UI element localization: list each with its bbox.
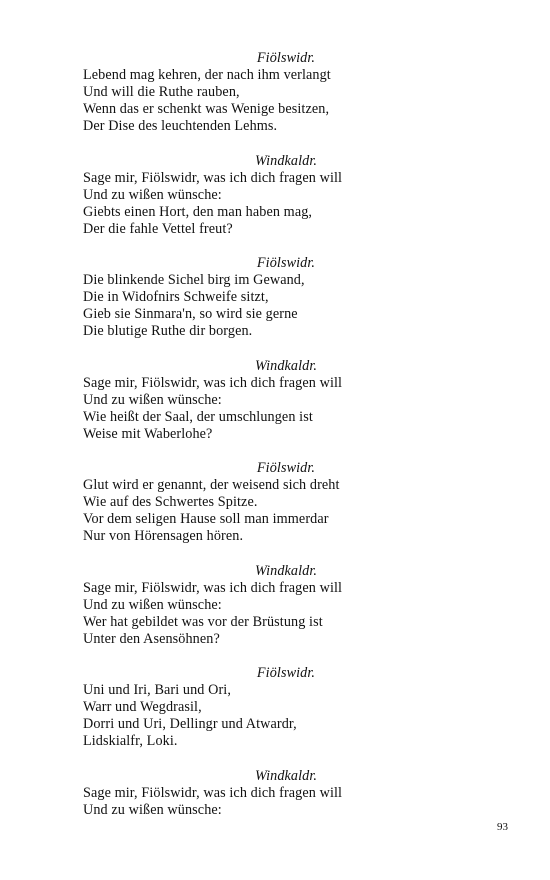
poem-body xyxy=(83,50,463,836)
verse-line: Der die fahle Vettel freut? xyxy=(83,220,233,237)
verse-line: Weise mit Waberlohe? xyxy=(83,425,213,442)
verse-line: Vor dem seligen Hause soll man immerdar xyxy=(83,511,329,527)
verse-line: Die blinkende Sichel birg im Gewand, xyxy=(83,272,305,288)
verse-line: Unter den Asensöhnen? xyxy=(83,630,220,647)
verse-line: Warr und Wegdrasil, xyxy=(83,699,202,715)
speaker-name: Windkaldr. xyxy=(254,152,318,169)
verse-line: Giebts einen Hort, den man haben mag, xyxy=(83,203,313,220)
verse-line: Glut wird er genannt, der weisend sich dreht xyxy=(83,477,340,493)
stanza xyxy=(83,255,463,340)
verse-line: Der Dise des leuchtenden Lehms. xyxy=(83,118,278,134)
verse-line: Und zu wißen wünsche: xyxy=(83,801,222,818)
speaker-name: Fiölswidr. xyxy=(256,50,316,66)
verse-line: Und zu wißen wünsche: xyxy=(83,596,222,613)
verse-line: Die in Widofnirs Schweife sitzt, xyxy=(83,289,269,305)
verse-line: Sage mir, Fiölswidr, was ich dich fragen will xyxy=(83,169,343,186)
page-number: 93 xyxy=(497,821,508,833)
verse-line: Sage mir, Fiölswidr, was ich dich fragen will xyxy=(83,784,343,801)
verse-line: Nur von Hörensagen hören. xyxy=(83,528,244,544)
speaker-name: Windkaldr. xyxy=(254,767,318,784)
verse-line: Und zu wißen wünsche: xyxy=(83,186,222,203)
verse-line: Sage mir, Fiölswidr, was ich dich fragen will xyxy=(83,579,343,596)
speaker-name: Windkaldr. xyxy=(254,357,318,374)
stanza xyxy=(83,460,463,545)
verse-line: Wie heißt der Saal, der umschlungen ist xyxy=(83,408,313,425)
verse-line: Gieb sie Sinmara'n, so wird sie gerne xyxy=(83,306,298,322)
verse-line: Lidskialfr, Loki. xyxy=(83,733,178,749)
verse-line: Wer hat gebildet was vor der Brüstung ist xyxy=(83,613,323,630)
verse-line: Dorri und Uri, Dellingr und Atwardr, xyxy=(83,716,297,732)
speaker-name: Fiölswidr. xyxy=(256,460,316,476)
speaker-name: Fiölswidr. xyxy=(256,665,316,681)
verse-line: Und zu wißen wünsche: xyxy=(83,391,222,408)
stanza xyxy=(83,358,463,443)
verse-line: Sage mir, Fiölswidr, was ich dich fragen will xyxy=(83,374,343,391)
verse-line: Die blutige Ruthe dir borgen. xyxy=(83,323,253,339)
stanza xyxy=(83,50,463,135)
verse-line: Und will die Ruthe rauben, xyxy=(83,84,240,100)
verse-line: Lebend mag kehren, der nach ihm verlangt xyxy=(83,67,331,83)
stanza xyxy=(83,153,463,238)
stanza xyxy=(83,665,463,750)
speaker-name: Fiölswidr. xyxy=(256,255,316,271)
stanza xyxy=(83,563,463,648)
verse-line: Wenn das er schenkt was Wenige besitzen, xyxy=(83,101,330,117)
speaker-name: Windkaldr. xyxy=(254,562,318,579)
stanza xyxy=(83,768,463,819)
verse-line: Wie auf des Schwertes Spitze. xyxy=(83,494,258,510)
verse-line: Uni und Iri, Bari und Ori, xyxy=(83,682,232,698)
